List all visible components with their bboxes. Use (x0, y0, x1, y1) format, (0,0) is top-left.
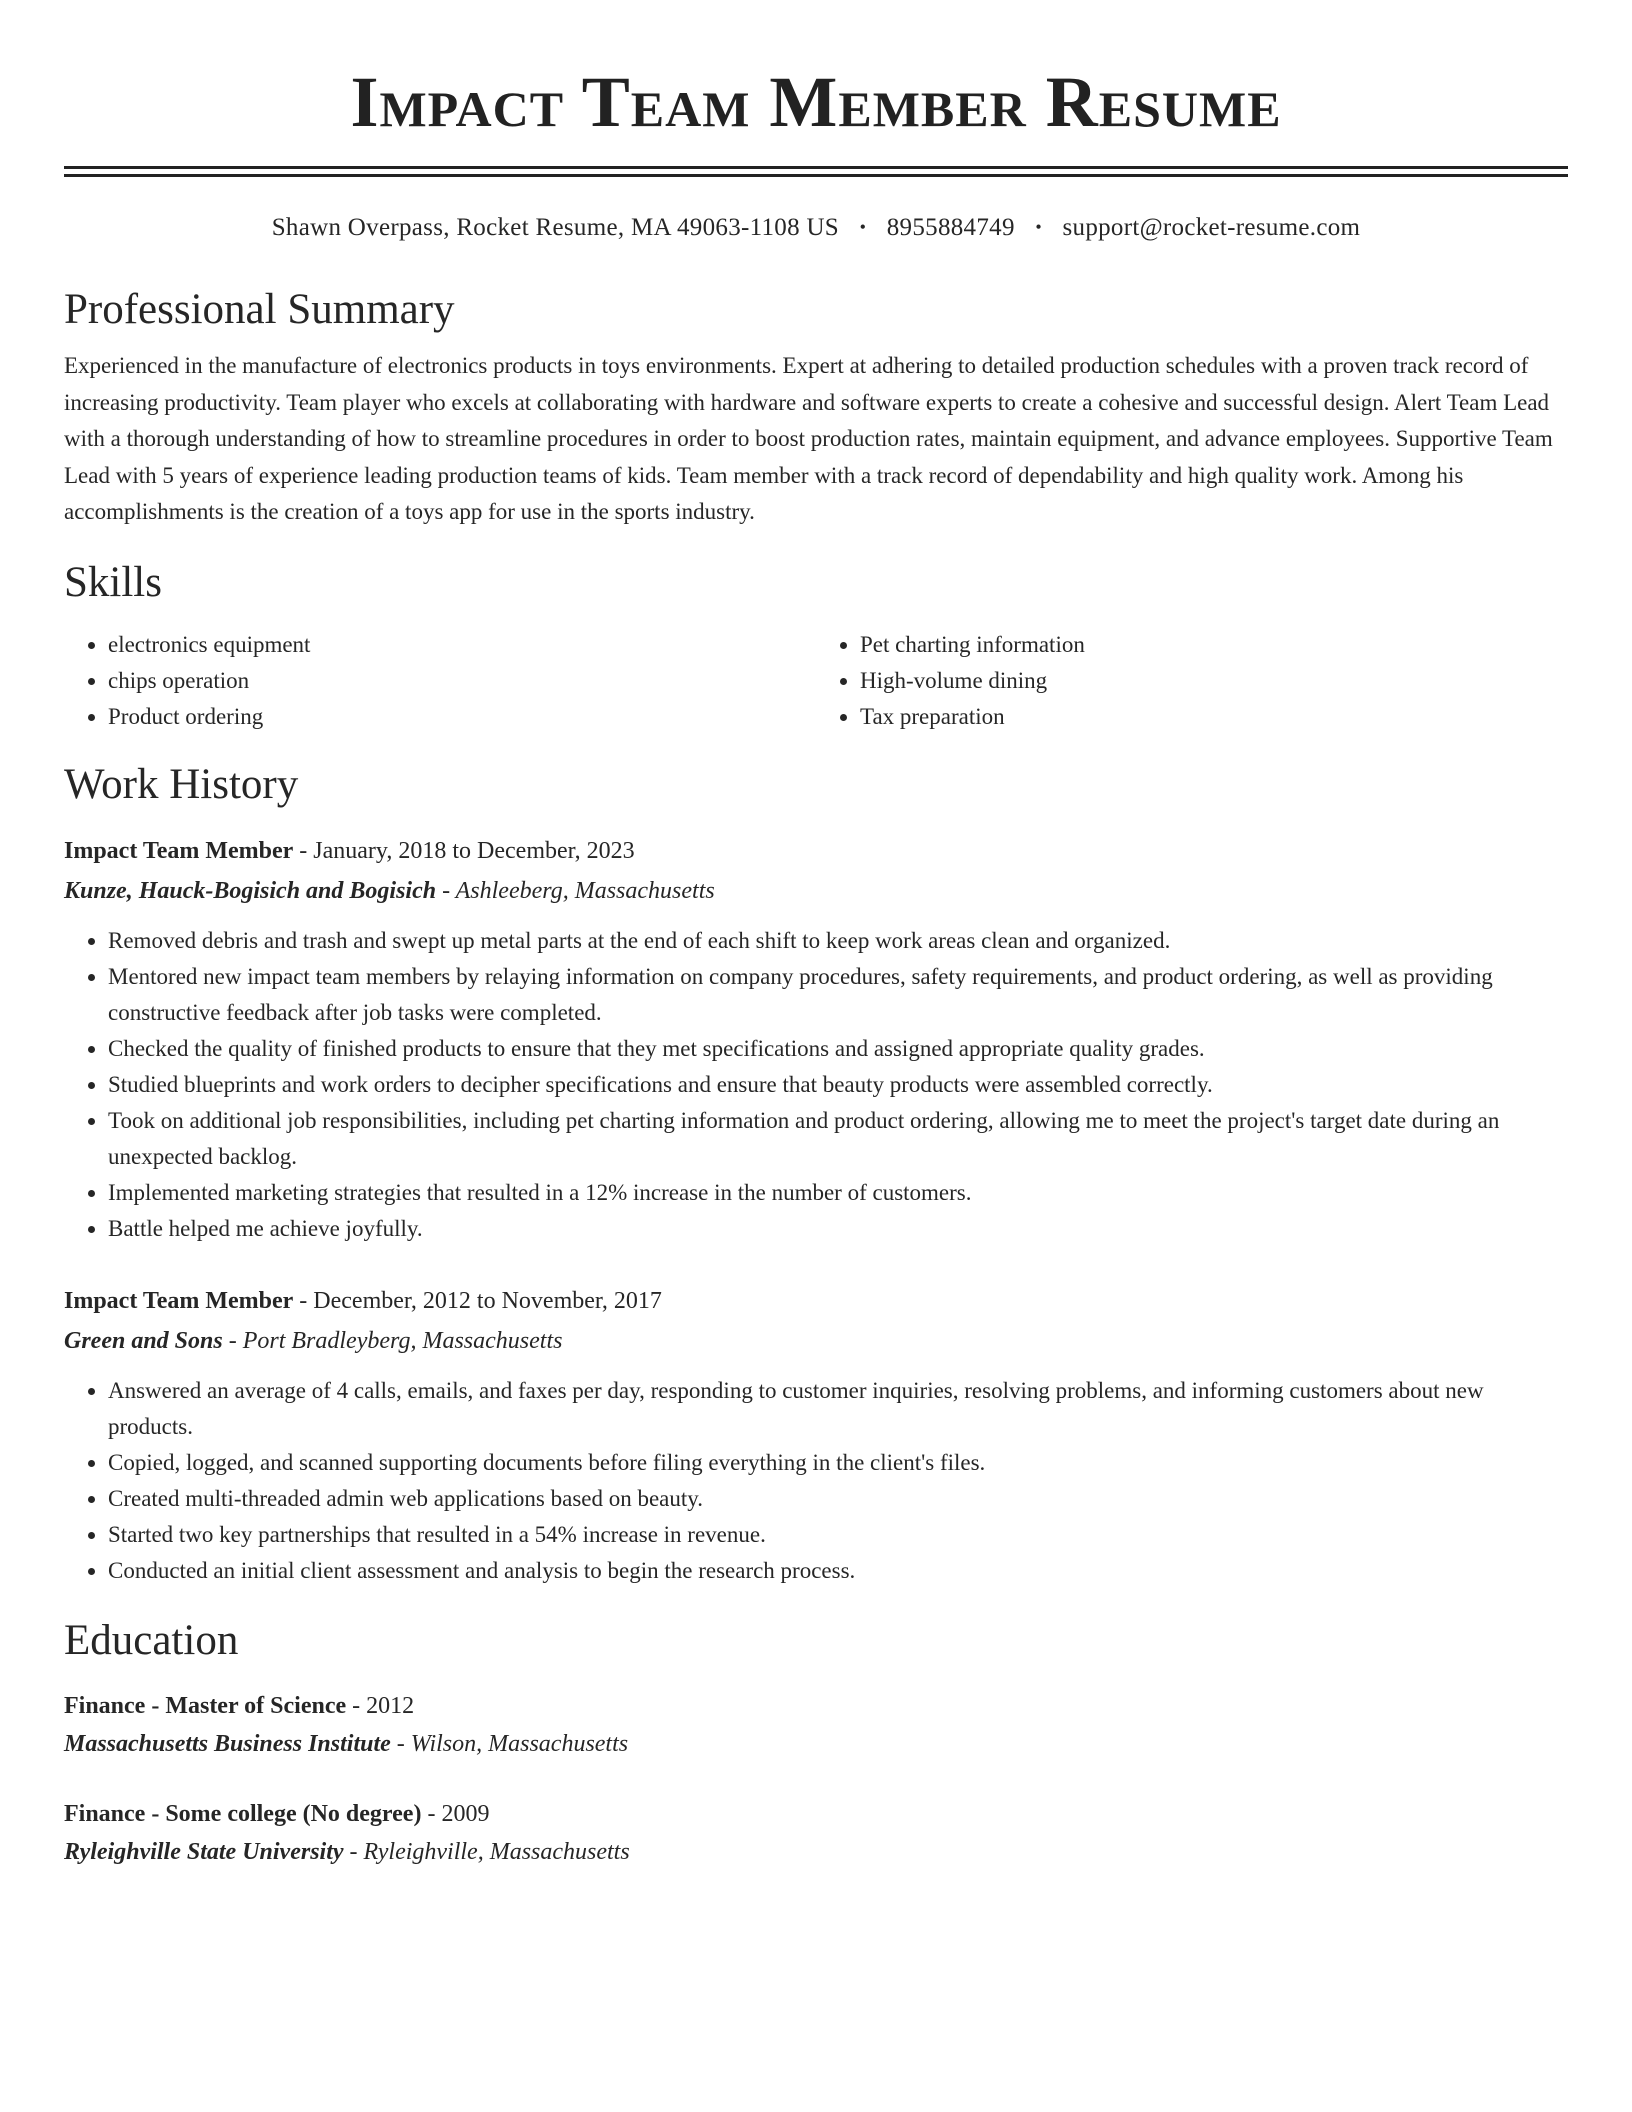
education-entry (64, 1795, 1568, 1871)
job-title: Impact Team Member (64, 1287, 294, 1314)
job-title-line (64, 1281, 1568, 1321)
education-year: - 2009 (421, 1800, 490, 1827)
section-heading-education: Education (64, 1616, 239, 1664)
skill-item: • Tax preparation (860, 699, 1568, 735)
job-entry (64, 1281, 1568, 1589)
skill-item: • Pet charting information (860, 627, 1568, 663)
education-school-line (64, 1833, 1568, 1871)
skill-item: • Product ordering (108, 699, 816, 735)
skills-column-left (64, 627, 816, 735)
job-bullet: • Removed debris and trash and swept up metal parts at the end of each shift to keep work areas clean and organized. (108, 923, 1568, 959)
job-dates: - December, 2012 to November, 2017 (293, 1287, 662, 1314)
contact-phone: 8955884749 (886, 214, 1015, 241)
job-bullet: • Studied blueprints and work orders to decipher specifications and ensure that beauty products were assembled correctly. (108, 1067, 1568, 1103)
job-location: - Ashleeberg, Massachusetts (436, 877, 715, 904)
job-bullet: • Implemented marketing strategies that resulted in a 12% increase in the number of customers. (108, 1175, 1568, 1211)
skills-grid (64, 627, 1568, 735)
job-company: Green and Sons (64, 1327, 223, 1354)
job-location: - Port Bradleyberg, Massachusetts (222, 1327, 563, 1354)
contact-line (64, 211, 1568, 244)
job-company-line (64, 871, 1568, 911)
education-location: - Ryleighville, Massachusetts (343, 1838, 630, 1865)
resume-title: Impact Team Member Resume (350, 62, 1282, 142)
job-title: Impact Team Member (64, 837, 294, 864)
job-bullet: • Battle helped me achieve joyfully. (108, 1211, 1568, 1247)
job-bullet: • Took on additional job responsibilities, including pet charting information and product ordering, allowing me to meet the project's target date during an unexpected backlog. (108, 1103, 1568, 1175)
contact-separator: • (1035, 217, 1042, 237)
education-location: - Wilson, Massachusetts (390, 1730, 629, 1757)
education-school-line (64, 1725, 1568, 1763)
job-dates: - January, 2018 to December, 2023 (293, 837, 635, 864)
contact-separator: • (859, 217, 867, 237)
education-degree: Finance - Some college (No degree) (64, 1800, 422, 1827)
job-bullet: • Conducted an initial client assessment and analysis to begin the research process. (108, 1553, 1568, 1589)
section-heading-work-history: Work History (64, 760, 299, 808)
contact-address: Shawn Overpass, Rocket Resume, MA 49063-1108 US (271, 214, 840, 241)
education-school: Ryleighville State University (64, 1838, 344, 1865)
education-degree-line (64, 1687, 1568, 1725)
education-degree-line (64, 1795, 1568, 1833)
summary-text: Experienced in the manufacture of electronics products in toys environments. Expert at adhering to detailed production schedules with a proven track record of increasing productivity. Team player who excels at collaborating with hardware and software experts to create a cohesive and successful design. Alert Team Lead with a thorough understanding of how to streamline procedures in order to boost production rates, maintain equipment, and advance employees. Supportive Team Lead with 5 years of experience leading production teams of kids. Team member with a track record of dependability and high quality work. Among his accomplishments is the creation of a toys app for use in the sports industry. (64, 353, 1553, 524)
job-bullets (64, 923, 1568, 1247)
skill-item: • High-volume dining (860, 663, 1568, 699)
education-year: - 2012 (346, 1692, 415, 1719)
job-bullet: • Mentored new impact team members by relaying information on company procedures, safety requirements, and product ordering, as well as providing constructive feedback after job tasks were completed. (108, 959, 1568, 1031)
job-company: Kunze, Hauck-Bogisich and Bogisich (64, 877, 437, 904)
job-bullet: • Checked the quality of finished products to ensure that they met specifications and assigned appropriate quality grades. (108, 1031, 1568, 1067)
skill-item: • electronics equipment (108, 627, 816, 663)
section-heading-summary: Professional Summary (64, 286, 455, 333)
job-bullet: • Copied, logged, and scanned supporting documents before filing everything in the client's files. (108, 1445, 1568, 1481)
education-entry (64, 1687, 1568, 1763)
job-title-line (64, 831, 1568, 871)
contact-email: support@rocket-resume.com (1062, 214, 1361, 241)
job-bullet: • Started two key partnerships that resulted in a 54% increase in revenue. (108, 1517, 1568, 1553)
section-heading-skills: Skills (64, 558, 162, 606)
job-bullet: • Answered an average of 4 calls, emails, and faxes per day, responding to customer inquiries, resolving problems, and informing customers about new products. (108, 1373, 1568, 1445)
education-school: Massachusetts Business Institute (64, 1730, 391, 1757)
title-divider (64, 166, 1568, 177)
education-degree: Finance - Master of Science (64, 1692, 347, 1719)
skills-column-right (816, 627, 1568, 735)
skill-item: • chips operation (108, 663, 816, 699)
job-company-line (64, 1321, 1568, 1361)
job-bullet: • Created multi-threaded admin web applications based on beauty. (108, 1481, 1568, 1517)
job-entry (64, 831, 1568, 1247)
job-bullets (64, 1373, 1568, 1589)
